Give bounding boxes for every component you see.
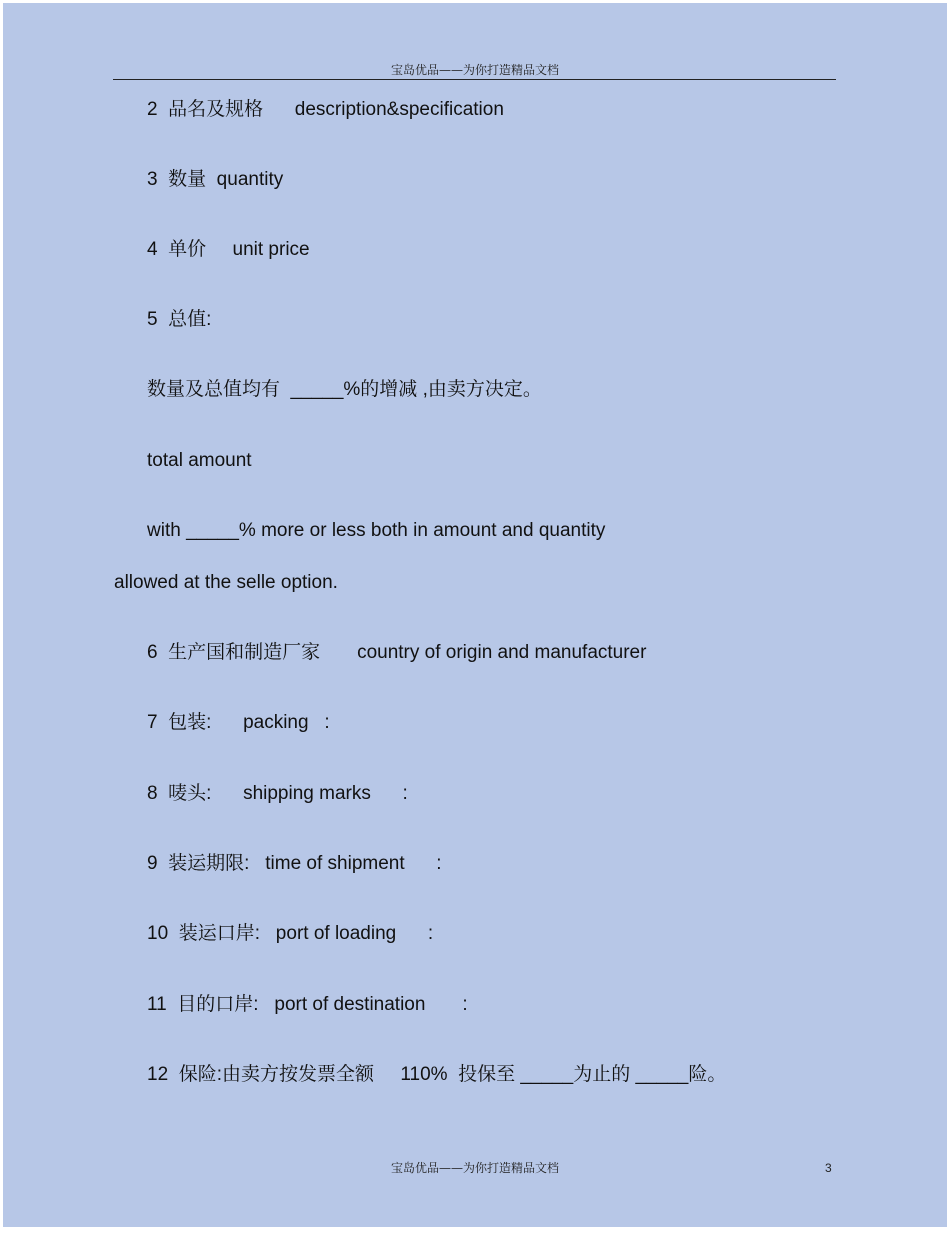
text-line-seller-option: allowed at the selle option. [114, 572, 338, 593]
text-line-item-8: 8 唛头: shipping marks : [147, 783, 408, 804]
text-line-item-3: 3 数量 quantity [147, 169, 284, 190]
text-line-item-7: 7 包装: packing : [147, 712, 330, 733]
text-line-item-11: 11 目的口岸: port of destination : [147, 994, 468, 1015]
page-header: 宝岛优品——为你打造精品文档 [390, 63, 559, 77]
text-line-quantity-note-cn: 数量及总值均有 _____%的增减 ,由卖方决定。 [147, 379, 542, 400]
text-line-item-6: 6 生产国和制造厂家 country of origin and manufacturer [147, 642, 647, 663]
page-number: 3 [825, 1161, 832, 1175]
text-line-item-10: 10 装运口岸: port of loading : [147, 923, 434, 944]
text-line-item-2: 2 品名及规格 description&specification [147, 99, 504, 120]
text-line-more-or-less: with _____% more or less both in amount and quantity [147, 520, 606, 541]
text-line-item-9: 9 装运期限: time of shipment : [147, 853, 442, 874]
text-line-total-amount: total amount [147, 450, 252, 471]
header-divider [113, 79, 836, 80]
text-line-item-5: 5 总值: [147, 309, 212, 330]
document-page [3, 3, 947, 1227]
text-line-item-4: 4 单价 unit price [147, 239, 310, 260]
page-footer: 宝岛优品——为你打造精品文档 [390, 1161, 559, 1175]
text-line-item-12: 12 保险:由卖方按发票全额 110% 投保至 _____为止的 _____险。 [147, 1064, 727, 1085]
